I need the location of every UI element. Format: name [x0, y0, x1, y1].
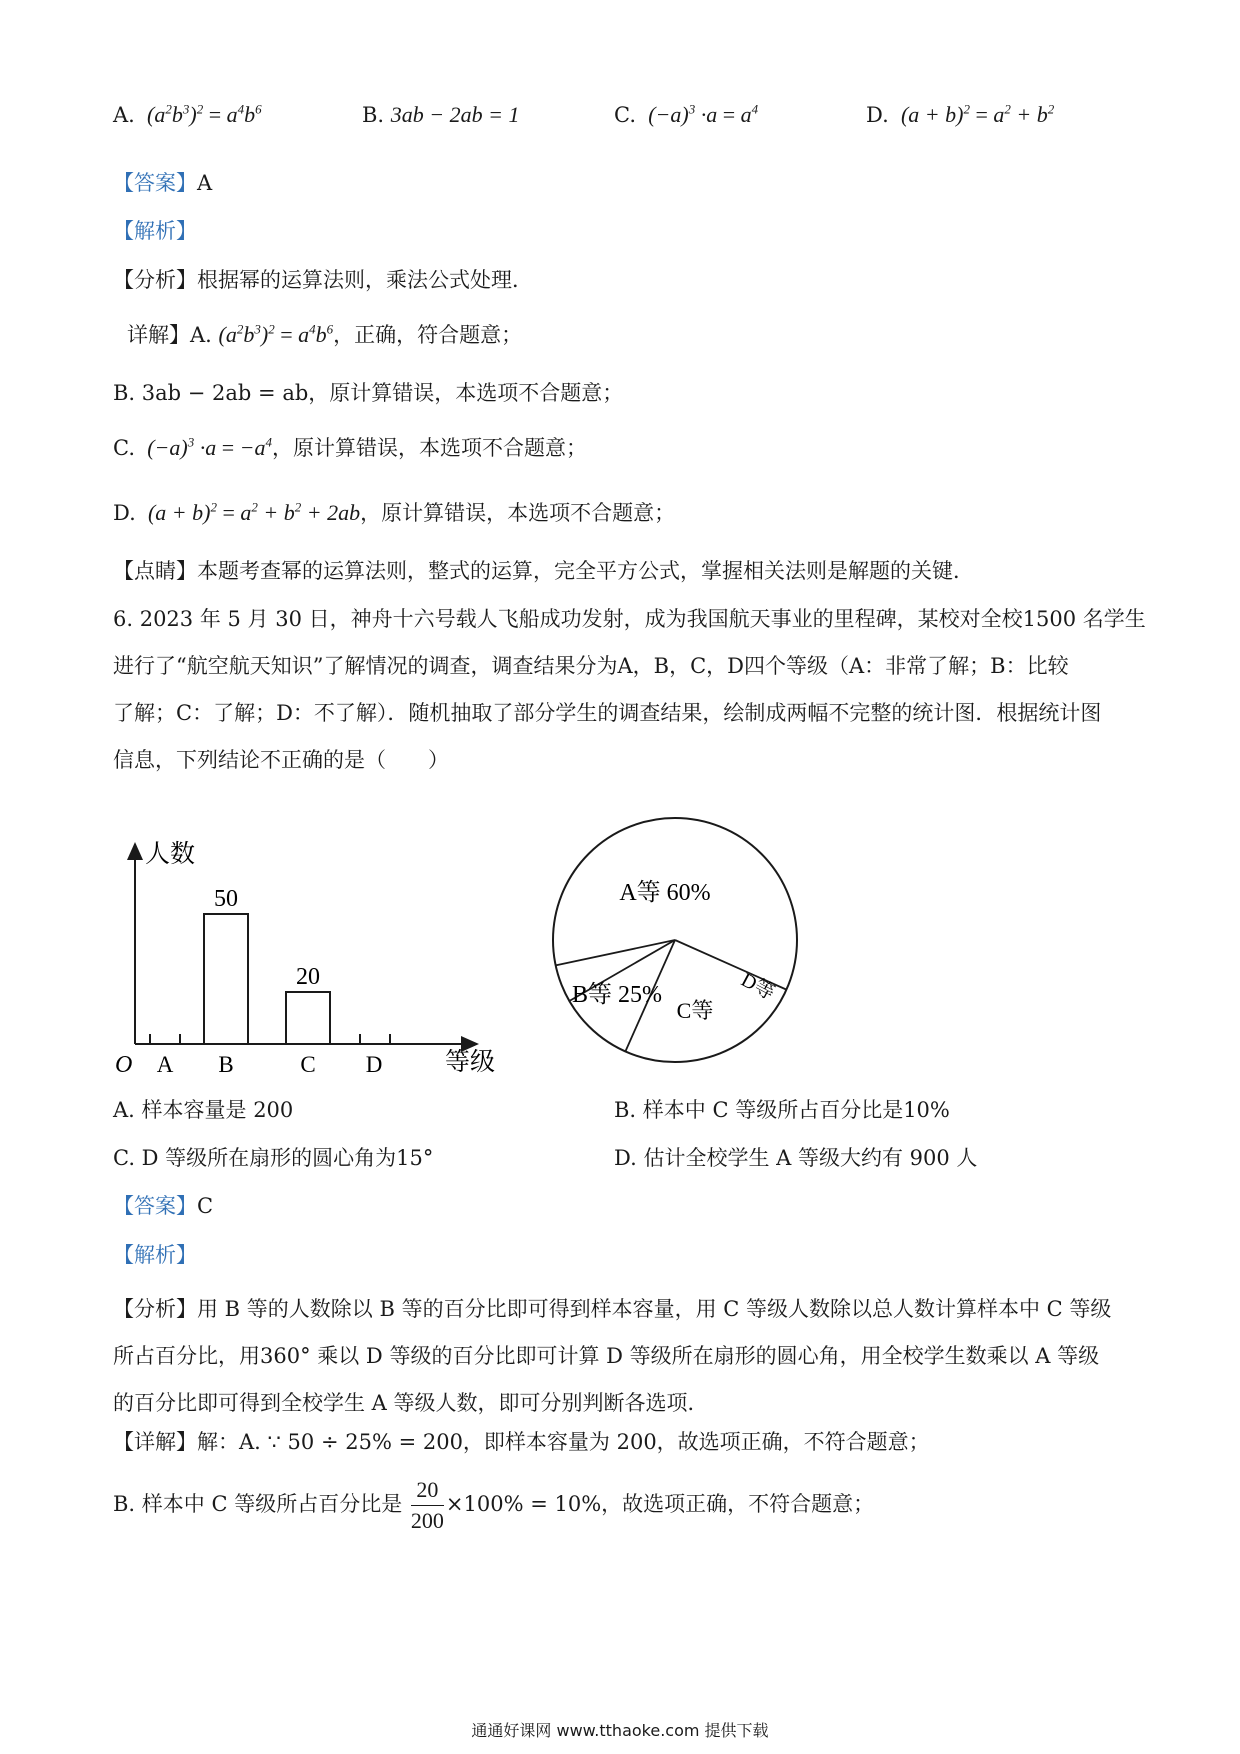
q5-detail-d	[113, 498, 675, 528]
x-axis-label: 等级	[445, 1049, 496, 1076]
q6-option-a: A. 样本容量是 200	[113, 1098, 294, 1122]
q6-analysis-tag: 【解析】	[113, 1243, 197, 1267]
detail-tail: ，原计算错误，本选项不合题意；	[271, 436, 587, 460]
q5-detail-c	[113, 433, 587, 463]
fraction-denominator: 200	[410, 1508, 444, 1533]
detail-a-expr: $(a^2b^3)^2 = a^4b^6$	[218, 321, 334, 347]
q5-fenxi: 【分析】根据幂的运算法则，乘法公式处理．	[113, 268, 533, 292]
q6-option-c: C. D 等级所在扇形的圆心角为15°	[113, 1146, 434, 1170]
q6-detail-a: 【详解】解：A. ∵ 50 ÷ 25% = 200，即样本容量为 200，故选项正确，不符合题意；	[113, 1430, 930, 1454]
detail-prefix: C.	[113, 436, 135, 460]
q5-option-d-expr: $(a + b)^2 = a^2 + b^2$	[895, 101, 1055, 127]
fenxi-line: 【分析】用 B 等的人数除以 B 等的百分比即可得到样本容量，用 C 等级人数除以总人数计算样本中 C 等级	[113, 1297, 1112, 1321]
data-label: 20	[296, 964, 320, 990]
q6-option-b: B. 样本中 C 等级所占百分比是10%	[614, 1098, 950, 1122]
pie-boundary	[556, 940, 675, 965]
q6-stem-2: 进行了“航空航天知识”了解情况的调查，调查结果分为A，B，C，D四个等级（A：非常了解；B：比较	[113, 654, 1069, 678]
option-label: D.	[866, 103, 889, 127]
q5-answer	[113, 168, 212, 198]
fenxi-line: 所占百分比，用360° 乘以 D 等级的百分比即可计算 D 等级所在扇形的圆心角，用全校学生数乘以 A 等级	[113, 1344, 1100, 1368]
q5-option-c-expr: $(-a)^3 \cdot a = a^4$	[642, 101, 759, 127]
q5-dianjing: 【点睛】本题考查幂的运算法则，整式的运算，完全平方公式，掌握相关法则是解题的关键．	[113, 559, 974, 583]
q5-detail-b: B. 3ab − 2ab = ab，原计算错误，本选项不合题意；	[113, 381, 624, 405]
bar-chart	[105, 830, 525, 1090]
fraction	[411, 1475, 444, 1536]
q5-option-b	[362, 100, 520, 130]
q5-option-d	[866, 100, 1054, 130]
q6-stem-4: 信息，下列结论不正确的是（ ）	[113, 748, 449, 772]
y-axis-label: 人数	[145, 841, 196, 868]
pie-slice-label: D等	[737, 968, 779, 1005]
origin-label: O	[115, 1052, 133, 1078]
q5-option-b-expr: 3ab − 2ab = 1	[390, 102, 520, 127]
detail-tail: ，正确，符合题意；	[333, 323, 523, 347]
x-tick-label: A	[156, 1052, 174, 1077]
x-tick-label: C	[300, 1052, 316, 1077]
answer-tag: 【答案】	[113, 171, 197, 195]
detail-prefix: 详解】A.	[127, 323, 212, 347]
q6-fenxi	[113, 1286, 1128, 1427]
detail-tail: ，原计算错误，本选项不合题意；	[360, 501, 676, 525]
page-footer: 通通好课网 www.tthaoke.com 提供下载	[471, 1721, 769, 1740]
q5-option-a	[113, 100, 262, 130]
q6-stem-3: 了解；C：了解；D：不了解）．随机抽取了部分学生的调查结果，绘制成两幅不完整的统计图．根据统计图	[113, 701, 1102, 725]
q6-answer	[113, 1191, 213, 1221]
q6-stem-1: 6. 2023 年 5 月 30 日，神舟十六号载人飞船成功发射，成为我国航天事业的里程碑，某校对全校1500 名学生	[113, 607, 1146, 631]
answer-value: A	[197, 171, 213, 195]
x-tick-label: B	[218, 1052, 234, 1077]
pie-slice-label: C等	[676, 998, 714, 1023]
bar-b	[204, 914, 248, 1044]
q5-option-c	[614, 100, 758, 130]
detail-tail: ×100% = 10%，故选项正确，不符合题意；	[445, 1492, 875, 1516]
answer-value: C	[197, 1194, 214, 1218]
fenxi-line: 的百分比即可得到全校学生 A 等级人数，即可分别判断各选项．	[113, 1391, 709, 1415]
detail-c-expr: $(-a)^3 \cdot a = -a^4$	[141, 434, 272, 460]
detail-prefix: D.	[113, 501, 136, 525]
option-label: A.	[113, 103, 135, 127]
pie-chart	[530, 800, 830, 1090]
q6-detail-b	[113, 1472, 874, 1536]
detail-prefix: B. 样本中 C 等级所占百分比是	[113, 1492, 403, 1516]
detail-d-expr: $(a + b)^2 = a^2 + b^2 + 2ab$	[142, 499, 361, 525]
fraction-numerator: 20	[411, 1475, 444, 1506]
q5-option-a-expr: $(a^2b^3)^2 = a^4b^6$	[141, 101, 262, 127]
q5-detail-a	[127, 320, 522, 350]
q6-option-d: D. 估计全校学生 A 等级大约有 900 人	[614, 1146, 978, 1170]
answer-tag: 【答案】	[113, 1194, 197, 1218]
q5-analysis-tag: 【解析】	[113, 219, 197, 243]
option-label: C.	[614, 103, 636, 127]
pie-slice-label: B等 25%	[572, 982, 662, 1008]
x-tick-label: D	[365, 1052, 383, 1077]
option-label: B.	[362, 103, 385, 127]
pie-slice-label: A等 60%	[619, 880, 711, 906]
data-label: 50	[214, 886, 238, 912]
bar-c	[286, 992, 330, 1044]
